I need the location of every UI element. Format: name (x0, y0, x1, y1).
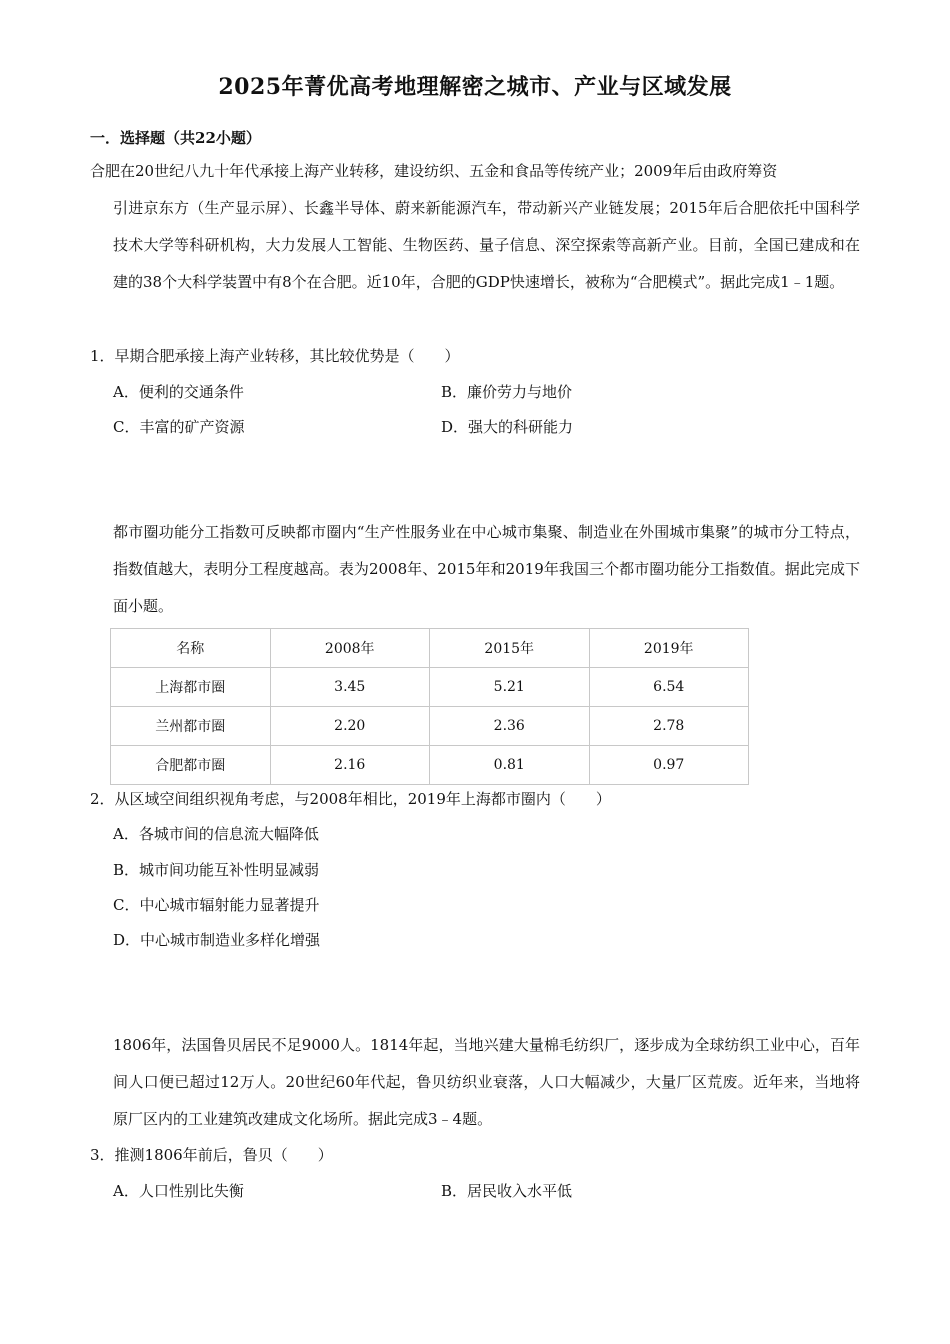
section-heading: 一．选择题（共22小题） (90, 129, 261, 147)
table-cell: 5.21 (430, 668, 590, 707)
question-1-option-b[interactable]: B．廉价劳力与地价 (441, 383, 573, 401)
passage-1 (90, 153, 860, 301)
question-1-option-d[interactable]: D．强大的科研能力 (441, 418, 574, 436)
table-header: 2015年 (430, 629, 590, 668)
question-2-stem: 2．从区域空间组织视角考虑，与2008年相比，2019年上海都市圈内（ ） (90, 790, 611, 808)
table-cell: 2.78 (589, 707, 749, 746)
table-cell: 2.16 (270, 746, 430, 785)
table-cell: 6.54 (589, 668, 749, 707)
table-header: 2019年 (589, 629, 749, 668)
passage-2: 都市圈功能分工指数可反映都市圈内“生产性服务业在中心城市集聚、制造业在外围城市集聚”的城市分工特点，指数值越大，表明分工程度越高。表为2008年、2015年和2019年我国三个都市圈功能分工指数值。据此完成下面小题。 (113, 523, 860, 615)
table-header: 名称 (111, 629, 271, 668)
table-cell: 2.20 (270, 707, 430, 746)
question-3-option-b[interactable]: B．居民收入水平低 (441, 1182, 573, 1200)
question-3-option-a[interactable]: A．人口性别比失衡 (113, 1182, 244, 1200)
question-1-option-a[interactable]: A．便利的交通条件 (113, 383, 244, 401)
table-header-row (111, 629, 749, 668)
table-cell: 2.36 (430, 707, 590, 746)
passage-3: 1806年，法国鲁贝居民不足9000人。1814年起，当地兴建大量棉毛纺织厂，逐步成为全球纺织工业中心，百年间人口便已超过12万人。20世纪60年代起，鲁贝纺织业衰落，人口大幅减少，大量厂区荒废。近年来，当地将原厂区内的工业建筑改建成文化场所。据此完成3﹣4题。 (113, 1036, 860, 1128)
question-3-stem: 3．推测1806年前后，鲁贝（ ） (90, 1146, 333, 1164)
question-1-stem: 1．早期合肥承接上海产业转移，其比较优势是（ ） (90, 347, 460, 365)
table-cell: 3.45 (270, 668, 430, 707)
question-2-option-a[interactable]: A．各城市间的信息流大幅降低 (113, 825, 319, 843)
table-cell: 0.81 (430, 746, 590, 785)
table-row (111, 668, 749, 707)
question-2-option-b[interactable]: B．城市间功能互补性明显减弱 (113, 861, 320, 879)
question-1-option-c[interactable]: C．丰富的矿产资源 (113, 418, 245, 436)
table-cell: 上海都市圈 (111, 668, 271, 707)
document-title: 2025年菁优高考地理解密之城市、产业与区域发展 (218, 74, 732, 100)
passage-1-body: 引进京东方（生产显示屏）、长鑫半导体、蔚来新能源汽车，带动新兴产业链发展；2015年后合肥依托中国科学技术大学等科研机构，大力发展人工智能、生物医药、量子信息、深空探索等高新产业。目前，全国已建成和在建的38个大科学装置中有8个在合肥。近10年，合肥的GDP快速增长，被称为“合肥模式”。据此完成1﹣1题。 (113, 199, 860, 291)
table-cell: 合肥都市圈 (111, 746, 271, 785)
question-2-option-c[interactable]: C．中心城市辐射能力显著提升 (113, 896, 320, 914)
table-header: 2008年 (270, 629, 430, 668)
question-2-option-d[interactable]: D．中心城市制造业多样化增强 (113, 931, 321, 949)
table-row (111, 746, 749, 785)
table-cell: 0.97 (589, 746, 749, 785)
passage-1-first-line: 合肥在20世纪八九十年代承接上海产业转移，建设纺织、五金和食品等传统产业；2009年后由政府筹资 (90, 162, 778, 180)
table-cell: 兰州都市圈 (111, 707, 271, 746)
function-index-table (110, 628, 749, 785)
table-row (111, 707, 749, 746)
